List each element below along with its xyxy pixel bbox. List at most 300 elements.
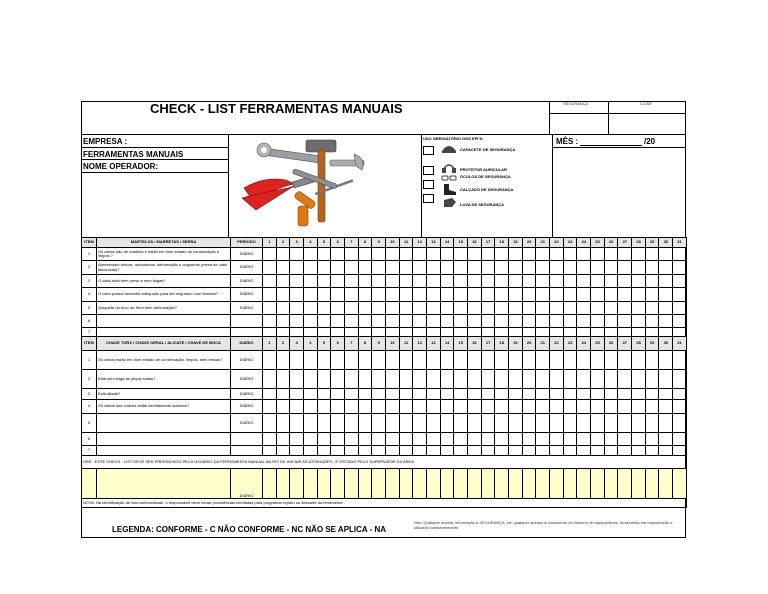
day-check-cell[interactable] (632, 248, 646, 261)
day-check-cell[interactable] (577, 302, 591, 315)
signature-cell[interactable] (372, 469, 386, 499)
day-check-cell[interactable] (591, 389, 605, 400)
day-check-cell[interactable] (481, 261, 495, 275)
day-check-cell[interactable] (604, 288, 618, 302)
day-check-cell[interactable] (509, 351, 523, 370)
day-check-cell[interactable] (413, 302, 427, 315)
day-check-cell[interactable] (427, 248, 441, 261)
day-check-cell[interactable] (317, 275, 331, 288)
day-check-cell[interactable] (290, 351, 304, 370)
day-check-cell[interactable] (290, 433, 304, 446)
day-check-cell[interactable] (563, 400, 577, 414)
day-check-cell[interactable] (563, 370, 577, 389)
day-check-cell[interactable] (317, 370, 331, 389)
day-check-cell[interactable] (563, 414, 577, 433)
day-check-cell[interactable] (591, 275, 605, 288)
day-check-cell[interactable] (468, 433, 482, 446)
day-check-cell[interactable] (440, 389, 454, 400)
day-check-cell[interactable] (454, 275, 468, 288)
day-check-cell[interactable] (659, 261, 673, 275)
day-check-cell[interactable] (290, 315, 304, 328)
day-check-cell[interactable] (331, 446, 345, 456)
signature-cell[interactable] (276, 469, 290, 499)
day-check-cell[interactable] (290, 275, 304, 288)
day-check-cell[interactable] (345, 261, 359, 275)
day-check-cell[interactable] (372, 400, 386, 414)
day-check-cell[interactable] (276, 414, 290, 433)
day-check-cell[interactable] (673, 248, 687, 261)
day-check-cell[interactable] (345, 328, 359, 337)
day-check-cell[interactable] (563, 389, 577, 400)
day-check-cell[interactable] (399, 328, 413, 337)
day-check-cell[interactable] (618, 414, 632, 433)
day-check-cell[interactable] (618, 446, 632, 456)
day-check-cell[interactable] (645, 433, 659, 446)
day-check-cell[interactable] (372, 389, 386, 400)
day-check-cell[interactable] (386, 288, 400, 302)
day-check-cell[interactable] (399, 275, 413, 288)
signature-cell[interactable] (290, 469, 304, 499)
day-check-cell[interactable] (386, 315, 400, 328)
day-check-cell[interactable] (495, 370, 509, 389)
day-check-cell[interactable] (645, 315, 659, 328)
day-check-cell[interactable] (304, 433, 318, 446)
day-check-cell[interactable] (536, 315, 550, 328)
day-check-cell[interactable] (604, 389, 618, 400)
day-check-cell[interactable] (386, 328, 400, 337)
day-check-cell[interactable] (399, 288, 413, 302)
epi-checkbox-3[interactable] (423, 180, 434, 189)
day-check-cell[interactable] (536, 328, 550, 337)
day-check-cell[interactable] (276, 315, 290, 328)
day-check-cell[interactable] (536, 370, 550, 389)
day-check-cell[interactable] (276, 288, 290, 302)
day-check-cell[interactable] (372, 351, 386, 370)
day-check-cell[interactable] (522, 400, 536, 414)
day-check-cell[interactable] (358, 414, 372, 433)
day-check-cell[interactable] (427, 275, 441, 288)
day-check-cell[interactable] (276, 275, 290, 288)
day-check-cell[interactable] (645, 370, 659, 389)
day-check-cell[interactable] (591, 302, 605, 315)
day-check-cell[interactable] (536, 389, 550, 400)
day-check-cell[interactable] (427, 288, 441, 302)
day-check-cell[interactable] (331, 351, 345, 370)
day-check-cell[interactable] (673, 315, 687, 328)
day-check-cell[interactable] (386, 351, 400, 370)
day-check-cell[interactable] (440, 261, 454, 275)
signature-cell[interactable] (358, 469, 372, 499)
day-check-cell[interactable] (522, 288, 536, 302)
day-check-cell[interactable] (673, 261, 687, 275)
day-check-cell[interactable] (454, 248, 468, 261)
day-check-cell[interactable] (386, 275, 400, 288)
day-check-cell[interactable] (317, 288, 331, 302)
day-check-cell[interactable] (509, 414, 523, 433)
day-check-cell[interactable] (372, 302, 386, 315)
day-check-cell[interactable] (468, 248, 482, 261)
day-check-cell[interactable] (591, 400, 605, 414)
day-check-cell[interactable] (673, 400, 687, 414)
day-check-cell[interactable] (304, 261, 318, 275)
day-check-cell[interactable] (495, 248, 509, 261)
day-check-cell[interactable] (454, 328, 468, 337)
day-check-cell[interactable] (577, 433, 591, 446)
day-check-cell[interactable] (345, 446, 359, 456)
day-check-cell[interactable] (276, 389, 290, 400)
day-check-cell[interactable] (290, 328, 304, 337)
day-check-cell[interactable] (427, 389, 441, 400)
day-check-cell[interactable] (563, 248, 577, 261)
day-check-cell[interactable] (632, 433, 646, 446)
day-check-cell[interactable] (317, 351, 331, 370)
day-check-cell[interactable] (386, 261, 400, 275)
day-check-cell[interactable] (481, 433, 495, 446)
day-check-cell[interactable] (331, 328, 345, 337)
day-check-cell[interactable] (304, 389, 318, 400)
day-check-cell[interactable] (454, 414, 468, 433)
day-check-cell[interactable] (563, 288, 577, 302)
day-check-cell[interactable] (276, 370, 290, 389)
day-check-cell[interactable] (399, 389, 413, 400)
day-check-cell[interactable] (577, 315, 591, 328)
day-check-cell[interactable] (509, 328, 523, 337)
day-check-cell[interactable] (276, 351, 290, 370)
day-check-cell[interactable] (591, 446, 605, 456)
signature-cell[interactable] (413, 469, 427, 499)
day-check-cell[interactable] (413, 433, 427, 446)
day-check-cell[interactable] (632, 414, 646, 433)
day-check-cell[interactable] (509, 261, 523, 275)
day-check-cell[interactable] (263, 351, 277, 370)
day-check-cell[interactable] (304, 288, 318, 302)
day-check-cell[interactable] (276, 302, 290, 315)
day-check-cell[interactable] (577, 389, 591, 400)
day-check-cell[interactable] (673, 275, 687, 288)
day-check-cell[interactable] (536, 248, 550, 261)
day-check-cell[interactable] (563, 315, 577, 328)
day-check-cell[interactable] (645, 275, 659, 288)
day-check-cell[interactable] (509, 275, 523, 288)
day-check-cell[interactable] (604, 275, 618, 288)
day-check-cell[interactable] (358, 433, 372, 446)
day-check-cell[interactable] (618, 288, 632, 302)
day-check-cell[interactable] (399, 433, 413, 446)
day-check-cell[interactable] (645, 400, 659, 414)
day-check-cell[interactable] (509, 288, 523, 302)
day-check-cell[interactable] (468, 351, 482, 370)
day-check-cell[interactable] (468, 315, 482, 328)
day-check-cell[interactable] (427, 446, 441, 456)
day-check-cell[interactable] (591, 248, 605, 261)
day-check-cell[interactable] (454, 433, 468, 446)
signature-cell[interactable] (399, 469, 413, 499)
day-check-cell[interactable] (468, 328, 482, 337)
day-check-cell[interactable] (659, 275, 673, 288)
day-check-cell[interactable] (290, 261, 304, 275)
day-check-cell[interactable] (659, 315, 673, 328)
signature-cell[interactable] (440, 469, 454, 499)
day-check-cell[interactable] (399, 248, 413, 261)
day-check-cell[interactable] (550, 446, 564, 456)
day-check-cell[interactable] (427, 414, 441, 433)
day-check-cell[interactable] (509, 446, 523, 456)
day-check-cell[interactable] (440, 446, 454, 456)
day-check-cell[interactable] (673, 446, 687, 456)
day-check-cell[interactable] (427, 370, 441, 389)
day-check-cell[interactable] (276, 328, 290, 337)
day-check-cell[interactable] (276, 400, 290, 414)
day-check-cell[interactable] (358, 302, 372, 315)
day-check-cell[interactable] (645, 328, 659, 337)
day-check-cell[interactable] (263, 302, 277, 315)
day-check-cell[interactable] (577, 370, 591, 389)
day-check-cell[interactable] (509, 389, 523, 400)
epi-checkbox-4[interactable] (423, 194, 434, 203)
day-check-cell[interactable] (372, 288, 386, 302)
day-check-cell[interactable] (522, 248, 536, 261)
signature-cell[interactable] (317, 469, 331, 499)
day-check-cell[interactable] (618, 302, 632, 315)
signature-cell[interactable] (618, 469, 632, 499)
day-check-cell[interactable] (427, 400, 441, 414)
day-check-cell[interactable] (632, 446, 646, 456)
day-check-cell[interactable] (263, 433, 277, 446)
day-check-cell[interactable] (632, 275, 646, 288)
day-check-cell[interactable] (440, 370, 454, 389)
day-check-cell[interactable] (673, 302, 687, 315)
day-check-cell[interactable] (604, 446, 618, 456)
day-check-cell[interactable] (509, 400, 523, 414)
day-check-cell[interactable] (495, 433, 509, 446)
day-check-cell[interactable] (522, 389, 536, 400)
signature-cell[interactable] (481, 469, 495, 499)
day-check-cell[interactable] (331, 414, 345, 433)
signature-cell[interactable] (263, 469, 277, 499)
day-check-cell[interactable] (358, 400, 372, 414)
day-check-cell[interactable] (317, 433, 331, 446)
day-check-cell[interactable] (399, 315, 413, 328)
day-check-cell[interactable] (263, 261, 277, 275)
day-check-cell[interactable] (345, 248, 359, 261)
day-check-cell[interactable] (345, 302, 359, 315)
day-check-cell[interactable] (632, 400, 646, 414)
day-check-cell[interactable] (522, 328, 536, 337)
day-check-cell[interactable] (399, 370, 413, 389)
day-check-cell[interactable] (632, 288, 646, 302)
day-check-cell[interactable] (372, 328, 386, 337)
day-check-cell[interactable] (263, 446, 277, 456)
day-check-cell[interactable] (358, 315, 372, 328)
day-check-cell[interactable] (550, 248, 564, 261)
day-check-cell[interactable] (263, 248, 277, 261)
day-check-cell[interactable] (495, 302, 509, 315)
day-check-cell[interactable] (358, 261, 372, 275)
day-check-cell[interactable] (468, 389, 482, 400)
epi-checkbox-2[interactable] (423, 166, 434, 175)
day-check-cell[interactable] (618, 328, 632, 337)
day-check-cell[interactable] (331, 288, 345, 302)
day-check-cell[interactable] (618, 389, 632, 400)
day-check-cell[interactable] (468, 414, 482, 433)
day-check-cell[interactable] (618, 433, 632, 446)
day-check-cell[interactable] (550, 315, 564, 328)
day-check-cell[interactable] (440, 400, 454, 414)
day-check-cell[interactable] (632, 302, 646, 315)
day-check-cell[interactable] (440, 302, 454, 315)
day-check-cell[interactable] (345, 400, 359, 414)
day-check-cell[interactable] (358, 351, 372, 370)
day-check-cell[interactable] (536, 351, 550, 370)
day-check-cell[interactable] (304, 328, 318, 337)
day-check-cell[interactable] (468, 446, 482, 456)
day-check-cell[interactable] (604, 414, 618, 433)
day-check-cell[interactable] (481, 275, 495, 288)
day-check-cell[interactable] (563, 275, 577, 288)
epi-checkbox-1[interactable] (423, 146, 434, 155)
day-check-cell[interactable] (454, 400, 468, 414)
signature-cell[interactable] (331, 469, 345, 499)
day-check-cell[interactable] (304, 315, 318, 328)
day-check-cell[interactable] (632, 315, 646, 328)
day-check-cell[interactable] (522, 433, 536, 446)
day-check-cell[interactable] (481, 351, 495, 370)
day-check-cell[interactable] (345, 351, 359, 370)
day-check-cell[interactable] (563, 302, 577, 315)
day-check-cell[interactable] (659, 248, 673, 261)
day-check-cell[interactable] (550, 433, 564, 446)
day-check-cell[interactable] (427, 351, 441, 370)
day-check-cell[interactable] (577, 261, 591, 275)
day-check-cell[interactable] (372, 261, 386, 275)
day-check-cell[interactable] (317, 446, 331, 456)
day-check-cell[interactable] (386, 389, 400, 400)
day-check-cell[interactable] (413, 446, 427, 456)
day-check-cell[interactable] (454, 351, 468, 370)
day-check-cell[interactable] (536, 446, 550, 456)
day-check-cell[interactable] (604, 248, 618, 261)
day-check-cell[interactable] (550, 275, 564, 288)
day-check-cell[interactable] (522, 315, 536, 328)
day-check-cell[interactable] (317, 261, 331, 275)
day-check-cell[interactable] (632, 389, 646, 400)
day-check-cell[interactable] (372, 370, 386, 389)
day-check-cell[interactable] (358, 248, 372, 261)
day-check-cell[interactable] (345, 370, 359, 389)
day-check-cell[interactable] (673, 288, 687, 302)
day-check-cell[interactable] (345, 414, 359, 433)
day-check-cell[interactable] (427, 315, 441, 328)
day-check-cell[interactable] (413, 414, 427, 433)
day-check-cell[interactable] (659, 400, 673, 414)
day-check-cell[interactable] (317, 414, 331, 433)
day-check-cell[interactable] (645, 351, 659, 370)
day-check-cell[interactable] (345, 288, 359, 302)
day-check-cell[interactable] (386, 446, 400, 456)
day-check-cell[interactable] (317, 400, 331, 414)
day-check-cell[interactable] (386, 414, 400, 433)
day-check-cell[interactable] (522, 370, 536, 389)
day-check-cell[interactable] (317, 389, 331, 400)
day-check-cell[interactable] (509, 315, 523, 328)
day-check-cell[interactable] (413, 315, 427, 328)
day-check-cell[interactable] (577, 446, 591, 456)
day-check-cell[interactable] (440, 288, 454, 302)
day-check-cell[interactable] (481, 302, 495, 315)
day-check-cell[interactable] (577, 400, 591, 414)
day-check-cell[interactable] (645, 248, 659, 261)
day-check-cell[interactable] (481, 389, 495, 400)
day-check-cell[interactable] (358, 389, 372, 400)
day-check-cell[interactable] (413, 248, 427, 261)
day-check-cell[interactable] (632, 351, 646, 370)
day-check-cell[interactable] (659, 370, 673, 389)
day-check-cell[interactable] (468, 370, 482, 389)
day-check-cell[interactable] (358, 446, 372, 456)
day-check-cell[interactable] (454, 315, 468, 328)
day-check-cell[interactable] (304, 248, 318, 261)
signature-cell[interactable] (536, 469, 550, 499)
day-check-cell[interactable] (591, 288, 605, 302)
day-check-cell[interactable] (358, 275, 372, 288)
day-check-cell[interactable] (591, 328, 605, 337)
day-check-cell[interactable] (604, 302, 618, 315)
day-check-cell[interactable] (331, 261, 345, 275)
day-check-cell[interactable] (659, 414, 673, 433)
day-check-cell[interactable] (632, 261, 646, 275)
day-check-cell[interactable] (591, 351, 605, 370)
day-check-cell[interactable] (495, 288, 509, 302)
day-check-cell[interactable] (659, 328, 673, 337)
day-check-cell[interactable] (618, 261, 632, 275)
day-check-cell[interactable] (481, 370, 495, 389)
day-check-cell[interactable] (399, 446, 413, 456)
day-check-cell[interactable] (317, 248, 331, 261)
signature-cell[interactable] (563, 469, 577, 499)
day-check-cell[interactable] (536, 302, 550, 315)
day-check-cell[interactable] (495, 414, 509, 433)
day-check-cell[interactable] (372, 315, 386, 328)
day-check-cell[interactable] (645, 302, 659, 315)
day-check-cell[interactable] (604, 400, 618, 414)
day-check-cell[interactable] (331, 302, 345, 315)
day-check-cell[interactable] (304, 351, 318, 370)
signature-cell[interactable] (495, 469, 509, 499)
day-check-cell[interactable] (550, 302, 564, 315)
day-check-cell[interactable] (290, 446, 304, 456)
day-check-cell[interactable] (276, 261, 290, 275)
day-check-cell[interactable] (331, 248, 345, 261)
day-check-cell[interactable] (386, 400, 400, 414)
day-check-cell[interactable] (454, 302, 468, 315)
signature-cell[interactable] (427, 469, 441, 499)
day-check-cell[interactable] (345, 433, 359, 446)
day-check-cell[interactable] (536, 400, 550, 414)
day-check-cell[interactable] (673, 389, 687, 400)
signature-cell[interactable] (386, 469, 400, 499)
day-check-cell[interactable] (413, 261, 427, 275)
day-check-cell[interactable] (618, 248, 632, 261)
day-check-cell[interactable] (290, 400, 304, 414)
day-check-cell[interactable] (440, 414, 454, 433)
day-check-cell[interactable] (495, 275, 509, 288)
day-check-cell[interactable] (618, 370, 632, 389)
day-check-cell[interactable] (345, 275, 359, 288)
day-check-cell[interactable] (550, 400, 564, 414)
day-check-cell[interactable] (331, 275, 345, 288)
day-check-cell[interactable] (495, 389, 509, 400)
day-check-cell[interactable] (317, 328, 331, 337)
